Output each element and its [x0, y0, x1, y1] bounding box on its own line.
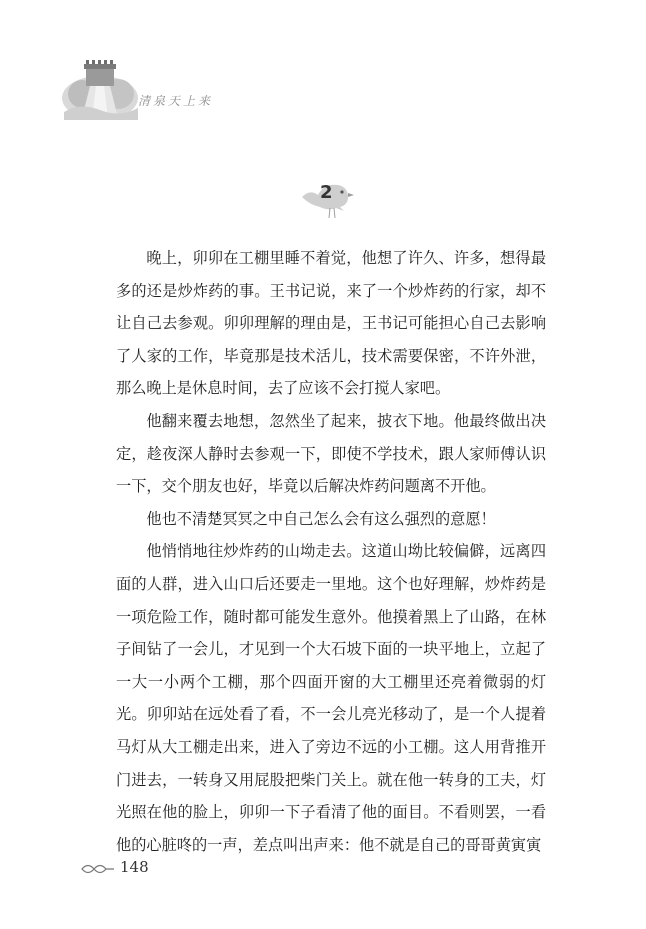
leaf-ornament-icon — [80, 860, 116, 878]
paragraph: 晚上，卯卯在工棚里睡不着觉，他想了许久、许多，想得最多的还是炒炸药的事。王书记说，来了一个炒炸药的行家，却不让自己去参观。卯卯理解的理由是，王书记可能担心自己去影响了人家的工作，毕竟那是技术活儿，技术需要保密，不许外泄，那么晚上是休息时间，去了应该不会打搅人家吧。 — [116, 249, 546, 398]
book-title: 清泉天上来 — [138, 94, 214, 108]
tower-landscape-icon — [60, 52, 140, 120]
paragraph: 他翻来覆去地想，忽然坐了起来，披衣下地。他最终做出决定，趁夜深人静时去参观一下，即使不学技术，跟人家师傅认识一下，交个朋友也好，毕竟以后解决炸药问题离不开他。 — [116, 411, 546, 496]
paragraph: 他悄悄地往炒炸药的山坳走去。这道山坳比较偏僻，远离四面的人群，进入山口后还要走一里地。这个也好理解，炒炸药是一项危险工作，随时都可能发生意外。他摸着黑上了山路，在林子间钻了一会儿，才见到一个大石坡下面的一块平地上，立起了一大一小两个工棚，那个四面开窗的大工棚里还亮着微弱的灯光。卯卯站在远处看了看，不一会儿亮光移动了，是一个人提着马灯从大工棚走出来，进入了旁边不远的小工棚。这人用背推开门进去，一转身又用屁股把柴门关上。就在他一转身的工夫，灯光照在他的脸上，卯卯一下子看清了他的面目。不看则罢，一看他的心脏咚的一声，差点叫出声来：他不就是自己的哥哥黄寅寅 — [116, 542, 546, 854]
chapter-number: 2 — [320, 182, 333, 203]
body-text — [116, 242, 546, 861]
page-number: 148 — [120, 858, 149, 876]
paragraph: 他也不清楚冥冥之中自己怎么会有这么强烈的意愿！ — [146, 509, 496, 528]
